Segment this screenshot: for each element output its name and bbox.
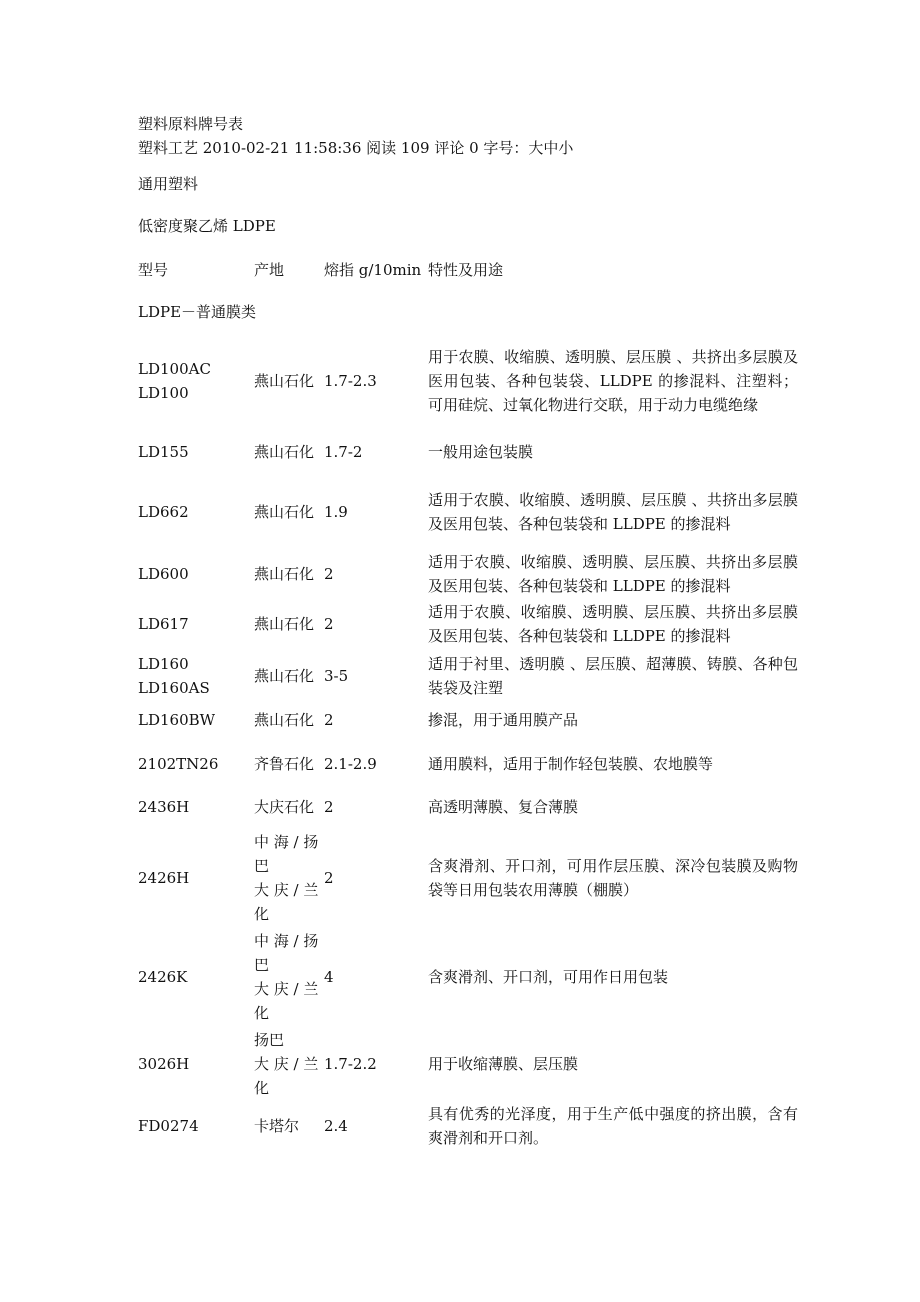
cell-mfi [324,333,424,429]
desc-text: 适用于农膜、收缩膜、透明膜、层压膜、共挤出多层膜及医用包装、各种包装袋和 LLDPE 的掺混料 [428,603,798,645]
cell-model [138,333,250,429]
origin-line: 大庆石化 [254,798,315,816]
cell-mfi [324,793,424,821]
model-line: FD0274 [138,1117,199,1135]
table-row [138,929,798,1025]
mfi-value: 4 [324,968,334,986]
origin-line: 燕山石化 [254,503,315,521]
model-line: LD160AS [138,679,210,697]
origin-line: 化 [254,1079,270,1097]
table-row [138,600,798,648]
model-line: 2426H [138,869,190,887]
table-row [138,550,798,598]
origin-line: 燕山石化 [254,667,315,685]
cell-origin [254,1028,326,1100]
cell-origin [254,476,326,548]
doc-material: 低密度聚乙烯 LDPE [138,217,276,235]
cell-model [138,550,250,598]
header-model: 型号 [138,261,169,279]
table-row [138,476,798,548]
model-line: LD160BW [138,711,216,729]
origin-line: 燕山石化 [254,711,315,729]
cell-model [138,650,250,702]
header-origin: 产地 [254,261,285,279]
table-row [138,750,798,778]
cell-origin [254,600,326,648]
table-row [138,333,798,429]
model-line: 2102TN26 [138,755,219,773]
cell-desc [428,550,798,598]
cell-mfi [324,1028,424,1100]
cell-model [138,438,250,466]
desc-text: 含爽滑剂、开口剂，可用作层压膜、深冷包装膜及购物袋等日用包装农用薄膜（棚膜） [428,857,798,899]
mfi-value: 2 [324,798,334,816]
cell-origin [254,333,326,429]
origin-line: 化 [254,1004,270,1022]
cell-mfi [324,929,424,1025]
origin-line: 燕山石化 [254,372,315,390]
cell-desc [428,1028,798,1100]
origin-line: 燕山石化 [254,615,315,633]
table-header [138,258,798,282]
cell-desc [428,706,798,734]
cell-desc [428,438,798,466]
cell-desc [428,1100,798,1152]
doc-title: 塑料原料牌号表 [138,115,244,133]
model-line: LD100AC [138,360,211,378]
cell-mfi [324,600,424,648]
doc-meta: 塑料工艺 2010-02-21 11:58:36 阅读 109 评论 0 字号：大中小 [138,139,574,157]
cell-model [138,600,250,648]
mfi-value: 1.7-2.3 [324,372,377,390]
origin-line: 中 海 / 扬 [254,932,319,950]
table-row [138,1100,798,1152]
desc-text: 含爽滑剂、开口剂，可用作日用包装 [428,968,669,986]
mfi-value: 2 [324,615,334,633]
model-line: LD600 [138,565,189,583]
desc-text: 掺混，用于通用膜产品 [428,711,579,729]
desc-text: 适用于农膜、收缩膜、透明膜、层压膜 、共挤出多层膜及医用包装、各种包装袋和 LLDPE 的掺混料 [428,491,798,533]
origin-line: 卡塔尔 [254,1117,300,1135]
cell-desc [428,333,798,429]
cell-origin [254,793,326,821]
cell-model [138,830,250,926]
cell-model [138,1028,250,1100]
header-desc: 特性及用途 [428,261,504,279]
cell-origin [254,650,326,702]
mfi-value: 2 [324,565,334,583]
cell-origin [254,550,326,598]
desc-text: 具有优秀的光泽度，用于生产低中强度的挤出膜，含有爽滑剂和开口剂。 [428,1105,798,1147]
mfi-value: 1.7-2.2 [324,1055,377,1073]
cell-origin [254,438,326,466]
cell-desc [428,750,798,778]
cell-mfi [324,1100,424,1152]
table-row [138,793,798,821]
mfi-value: 2 [324,711,334,729]
mfi-value: 2 [324,869,334,887]
origin-line: 中 海 / 扬 [254,833,319,851]
model-line: LD100 [138,384,189,402]
cell-model [138,793,250,821]
cell-origin [254,1100,326,1152]
cell-model [138,476,250,548]
mfi-value: 2.1-2.9 [324,755,377,773]
desc-text: 高透明薄膜、复合薄膜 [428,798,579,816]
table-row [138,438,798,466]
cell-origin [254,830,326,926]
cell-model [138,1100,250,1152]
cell-desc [428,476,798,548]
table-row [138,650,798,702]
cell-desc [428,650,798,702]
origin-line: 大 庆 / 兰 [254,881,319,899]
cell-origin [254,929,326,1025]
cell-mfi [324,438,424,466]
model-line: 3026H [138,1055,190,1073]
mfi-value: 3-5 [324,667,349,685]
cell-mfi [324,706,424,734]
origin-line: 燕山石化 [254,443,315,461]
origin-line: 大 庆 / 兰 [254,980,319,998]
cell-origin [254,706,326,734]
model-line: LD155 [138,443,189,461]
origin-line: 扬巴 [254,1031,285,1049]
section-title: LDPE－普通膜类 [138,303,257,321]
header-mfi: 熔指 g/10min [324,261,422,279]
table-row [138,830,798,926]
mfi-value: 1.9 [324,503,348,521]
mfi-value: 2.4 [324,1117,348,1135]
model-line: 2426K [138,968,188,986]
desc-text: 用于收缩薄膜、层压膜 [428,1055,579,1073]
cell-mfi [324,550,424,598]
desc-text: 通用膜料，适用于制作轻包装膜、农地膜等 [428,755,714,773]
cell-model [138,929,250,1025]
desc-text: 一般用途包装膜 [428,443,534,461]
cell-desc [428,929,798,1025]
cell-origin [254,750,326,778]
mfi-value: 1.7-2 [324,443,363,461]
origin-line: 齐鲁石化 [254,755,315,773]
model-line: LD617 [138,615,189,633]
cell-mfi [324,830,424,926]
doc-category: 通用塑料 [138,175,199,193]
model-line: 2436H [138,798,190,816]
cell-model [138,706,250,734]
model-line: LD662 [138,503,189,521]
cell-mfi [324,650,424,702]
cell-model [138,750,250,778]
desc-text: 适用于农膜、收缩膜、透明膜、层压膜、共挤出多层膜及医用包装、各种包装袋和 LLDPE 的掺混料 [428,553,798,595]
cell-mfi [324,476,424,548]
origin-line: 大 庆 / 兰 [254,1055,319,1073]
origin-line: 巴 [254,956,270,974]
desc-text: 用于农膜、收缩膜、透明膜、层压膜 、共挤出多层膜及医用包装、各种包装袋、LLDPE 的掺混料、注塑料；可用硅烷、过氧化物进行交联，用于动力电缆绝缘 [428,348,798,414]
cell-desc [428,830,798,926]
cell-desc [428,600,798,648]
origin-line: 燕山石化 [254,565,315,583]
cell-mfi [324,750,424,778]
origin-line: 巴 [254,857,270,875]
cell-desc [428,793,798,821]
model-line: LD160 [138,655,189,673]
table-row [138,1028,798,1100]
desc-text: 适用于衬里、透明膜 、层压膜、超薄膜、铸膜、各种包装袋及注塑 [428,655,798,697]
origin-line: 化 [254,905,270,923]
table-row [138,706,798,734]
